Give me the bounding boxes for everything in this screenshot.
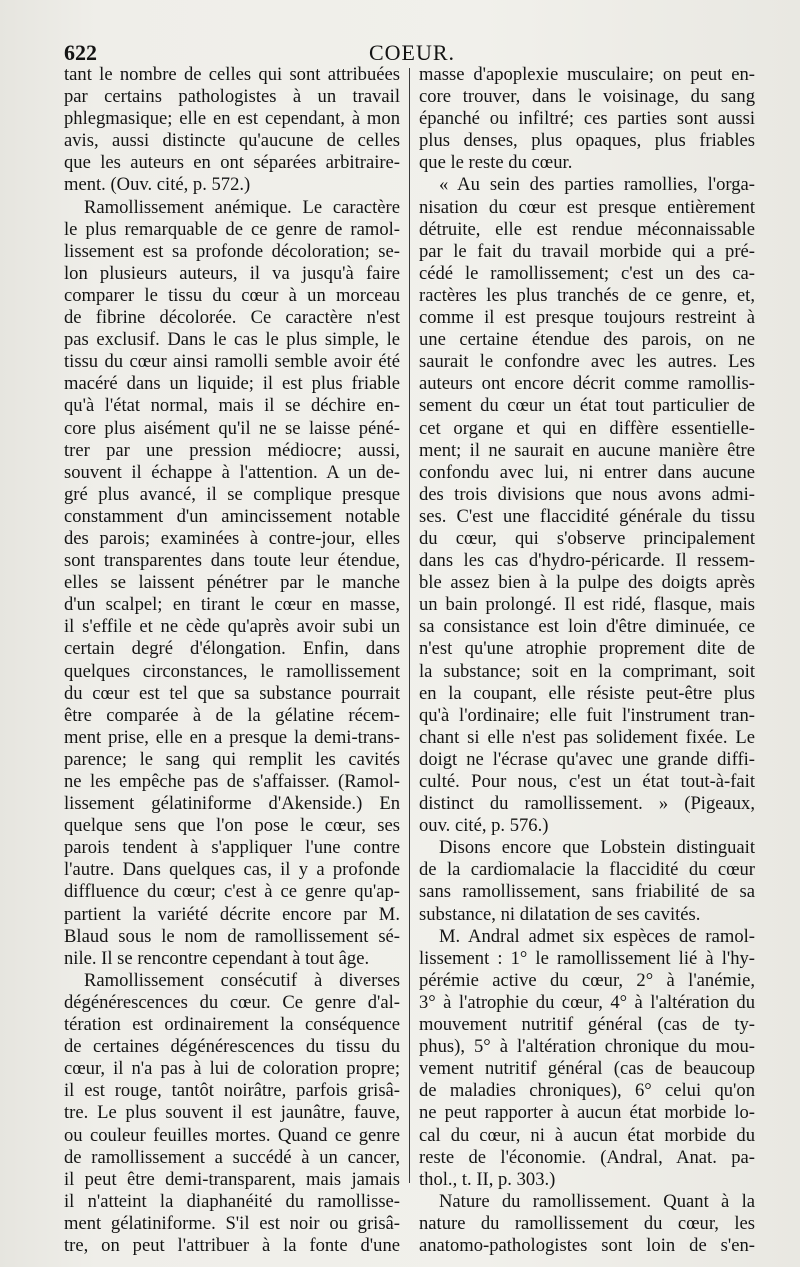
text-line: tre. Le plus souvent il est jaunâtre, fauve,: [64, 1102, 400, 1124]
text-line: que le reste du cœur.: [419, 152, 573, 174]
text-line: du cœur est tel que sa substance pourrait: [64, 682, 400, 704]
text-line: qu'à l'état normal, mais il se déchire en-: [64, 395, 400, 417]
text-line: phus), 5° à l'altération chronique du mou-: [419, 1036, 755, 1058]
text-line: lissement est sa profonde décoloration; se-: [64, 240, 400, 262]
text-line: thol., t. II, p. 303.): [419, 1168, 556, 1190]
text-line: phlegmasique; elle en est cependant, à mon: [64, 108, 400, 130]
text-line: trer par une pression médiocre; aussi,: [64, 439, 400, 461]
text-line: nile. Il se rencontre cependant à tout âge.: [64, 947, 370, 969]
text-line: des trois divisions que nous avons admi-: [419, 483, 755, 505]
text-line: Ramollissement anémique. Le caractère: [84, 196, 400, 218]
text-line: chant si elle n'est pas solidement fixée. Le: [419, 726, 755, 748]
text-line: ne les empêche pas de s'affaisser. (Ramol-: [64, 771, 400, 792]
text-line: « Au sein des parties ramollies, l'orga-: [439, 174, 755, 196]
text-line: parois tendent à s'appliquer l'une contre: [64, 837, 400, 859]
text-line: comme il est presque toujours restreint à: [419, 307, 755, 329]
text-line: il n'atteint la diaphanéité du ramollisse-: [64, 1190, 400, 1212]
page-number: 622: [64, 40, 97, 65]
text-line: un bain prolongé. Il est ridé, flasque, mais: [419, 594, 755, 616]
text-line: Ramollissement consécutif à diverses: [84, 969, 400, 991]
text-line: n'est qu'une atrophie proprement dite de: [419, 638, 755, 660]
text-line: que les auteurs en ont séparées arbitraire-: [64, 152, 400, 174]
text-line: comparer le tissu du cœur à un morceau: [64, 284, 400, 306]
text-line: de fibrine décolorée. Ce caractère n'est: [64, 307, 400, 329]
text-line: une certaine étendue des parois, on ne: [419, 329, 755, 351]
text-line: par le fait du travail morbide qui a pré-: [419, 240, 755, 262]
text-line: ouv. cité, p. 576.): [419, 815, 549, 837]
text-line: être comparée à de la gélatine récem-: [64, 704, 400, 726]
text-line: quelques circonstances, le ramollissement: [64, 660, 400, 682]
text-line: dans les cas d'hydro-péricarde. Il ressem-: [419, 550, 755, 572]
text-line: cœur, il n'a pas à lui de coloration propre;: [64, 1058, 400, 1080]
text-line: substance, ni dilatation de ses cavités.: [419, 903, 701, 925]
text-line: masse d'apoplexie musculaire; on peut en-: [419, 64, 755, 85]
text-line: vement nutritif général (cas de beaucoup: [419, 1058, 755, 1080]
text-line: doigt ne l'écrase qu'avec une grande diffi-: [419, 748, 755, 770]
left-text-column: [64, 64, 400, 1257]
text-line: cédé le ramollissement; c'est un des ca-: [419, 262, 755, 284]
text-line: anatomo-pathologistes sont loin de s'en-: [419, 1234, 755, 1256]
text-line: tération est ordinairement la conséquence: [64, 1014, 400, 1036]
text-line: il peut être demi-transparent, mais jamais: [64, 1168, 400, 1190]
text-line: elles se laissent pénétrer par le manche: [64, 572, 400, 594]
text-line: lissement gélatiniforme d'Akenside.) En: [64, 793, 400, 815]
text-line: auteurs ont encore décrit comme ramollis-: [419, 373, 755, 395]
text-line: core trouver, dans le voisinage, du sang: [419, 86, 755, 108]
text-line: l'autre. Dans quelques cas, il y a profonde: [64, 859, 400, 881]
text-line: sement du cœur un état tout particulier de: [419, 395, 755, 417]
text-line: le plus remarquable de ce genre de ramol-: [64, 218, 400, 240]
text-line: Blaud sous le nom de ramollissement sé-: [64, 925, 400, 947]
text-line: pérémie active du cœur, 2° à l'anémie,: [419, 969, 755, 991]
text-line: tre, on peut l'attribuer à la fonte d'une: [64, 1234, 400, 1256]
text-line: de ramollissement a succédé à un cancer,: [64, 1146, 400, 1168]
text-line: ment. (Ouv. cité, p. 572.): [64, 174, 251, 196]
text-line: épanché ou infiltré; ces parties sont aussi: [419, 108, 755, 130]
text-line: ment; il ne saurait en aucune manière être: [419, 439, 755, 461]
text-line: avis, aussi distincte qu'aucune de celles: [64, 130, 400, 152]
text-line: ses. C'est une flaccidité générale du tissu: [419, 505, 755, 527]
text-line: confondu avec lui, ni entrer dans aucune: [419, 461, 755, 483]
text-line: il s'effile et ne cède qu'après avoir subi un: [64, 616, 400, 638]
text-line: lissement : 1° le ramollissement lié à l'hy-: [419, 947, 755, 969]
text-line: ou couleur feuilles mortes. Quand ce genre: [64, 1124, 400, 1146]
text-line: tissu du cœur ainsi ramolli semble avoir été: [64, 351, 400, 373]
text-line: tant le nombre de celles qui sont attribuées: [64, 64, 400, 85]
text-line: ractères les plus tranchés de ce genre, et,: [419, 284, 755, 306]
text-line: reste de l'économie. (Andral, Anat. pa-: [419, 1146, 755, 1168]
text-line: de maladies chroniques), 6° celui qu'on: [419, 1080, 755, 1102]
text-line: ne peut rapporter à aucun état morbide lo-: [419, 1102, 755, 1124]
text-line: sont transparentes dans toute leur étendue,: [64, 550, 400, 572]
text-line: de la cardiomalacie la flaccidité du cœur: [419, 859, 755, 881]
text-line: quelque sens que l'on pose le cœur, ses: [64, 815, 400, 837]
text-line: core plus aisément qu'il ne se laisse péné-: [64, 417, 400, 439]
text-line: pas exclusif. Dans le cas le plus simple, le: [64, 329, 400, 351]
text-line: ment prise, elle en a presque la demi-trans-: [64, 726, 400, 748]
right-text-column: [419, 64, 755, 1257]
text-line: Disons encore que Lobstein distinguait: [439, 837, 755, 859]
text-line: diffluence du cœur; c'est à ce genre qu'ap-: [64, 881, 400, 903]
text-line: sa consistance est loin d'être diminuée, ce: [419, 616, 755, 638]
text-line: distinct du ramollissement. » (Pigeaux,: [419, 793, 755, 815]
text-line: saurait le confondre avec les autres. Les: [419, 351, 755, 373]
text-line: constamment d'un amincissement notable: [64, 505, 400, 527]
text-line: détruite, elle est rendue méconnaissable: [419, 218, 755, 240]
text-line: cet organe et qui en diffère essentielle-: [419, 417, 755, 439]
text-line: lon plusieurs auteurs, il va jusqu'à faire: [64, 262, 400, 284]
text-line: Nature du ramollissement. Quant à la: [439, 1190, 755, 1212]
text-line: en la coupant, elle résiste peut-être plus: [419, 682, 755, 704]
column-divider: [409, 68, 410, 1183]
text-line: des parois; examinées à contre-jour, elles: [64, 527, 400, 549]
text-line: plus denses, plus opaques, plus friables: [419, 130, 755, 152]
text-line: culté. Pour nous, c'est un état tout-à-fait: [419, 771, 755, 792]
text-line: macéré dans un liquide; il est plus friable: [64, 373, 400, 395]
text-line: qu'à l'ordinaire; elle fuit l'instrument tran-: [419, 704, 755, 726]
text-line: partient la variété décrite encore par M.: [64, 903, 400, 925]
text-line: cal du cœur, ni à aucun état morbide du: [419, 1124, 755, 1146]
running-title: COEUR.: [368, 40, 456, 65]
text-line: dégénérescences du cœur. Ce genre d'al-: [64, 991, 400, 1013]
text-line: sans ramollissement, sans friabilité de sa: [419, 881, 755, 903]
text-line: mouvement nutritif général (cas de ty-: [419, 1014, 755, 1036]
text-line: ment gélatiniforme. S'il est noir ou grisâ-: [64, 1212, 400, 1234]
text-line: il est rouge, tantôt noirâtre, parfois grisâ-: [64, 1080, 400, 1102]
text-line: nisation du cœur est presque entièrement: [419, 196, 755, 218]
text-line: de certaines dégénérescences du tissu du: [64, 1036, 400, 1058]
text-line: M. Andral admet six espèces de ramol-: [439, 925, 755, 947]
text-line: du cœur, qui s'observe principalement: [419, 527, 755, 549]
text-line: nature du ramollissement du cœur, les: [419, 1212, 755, 1234]
text-line: certain degré d'élongation. Enfin, dans: [64, 638, 400, 660]
text-line: la substance; soit en la comprimant, soit: [419, 660, 755, 682]
text-line: souvent il échappe à l'attention. A un de-: [64, 461, 400, 483]
text-line: gré plus avancé, il se complique presque: [64, 483, 400, 505]
text-line: 3° à l'atrophie du cœur, 4° à l'altération du: [419, 991, 755, 1013]
text-line: ble assez bien à la pulpe des doigts après: [419, 572, 755, 594]
text-line: d'un scalpel; en tirant le cœur en masse,: [64, 594, 400, 616]
text-line: par certains pathologistes à un travail: [64, 86, 400, 108]
text-line: parence; le sang qui remplit les cavités: [64, 748, 400, 770]
